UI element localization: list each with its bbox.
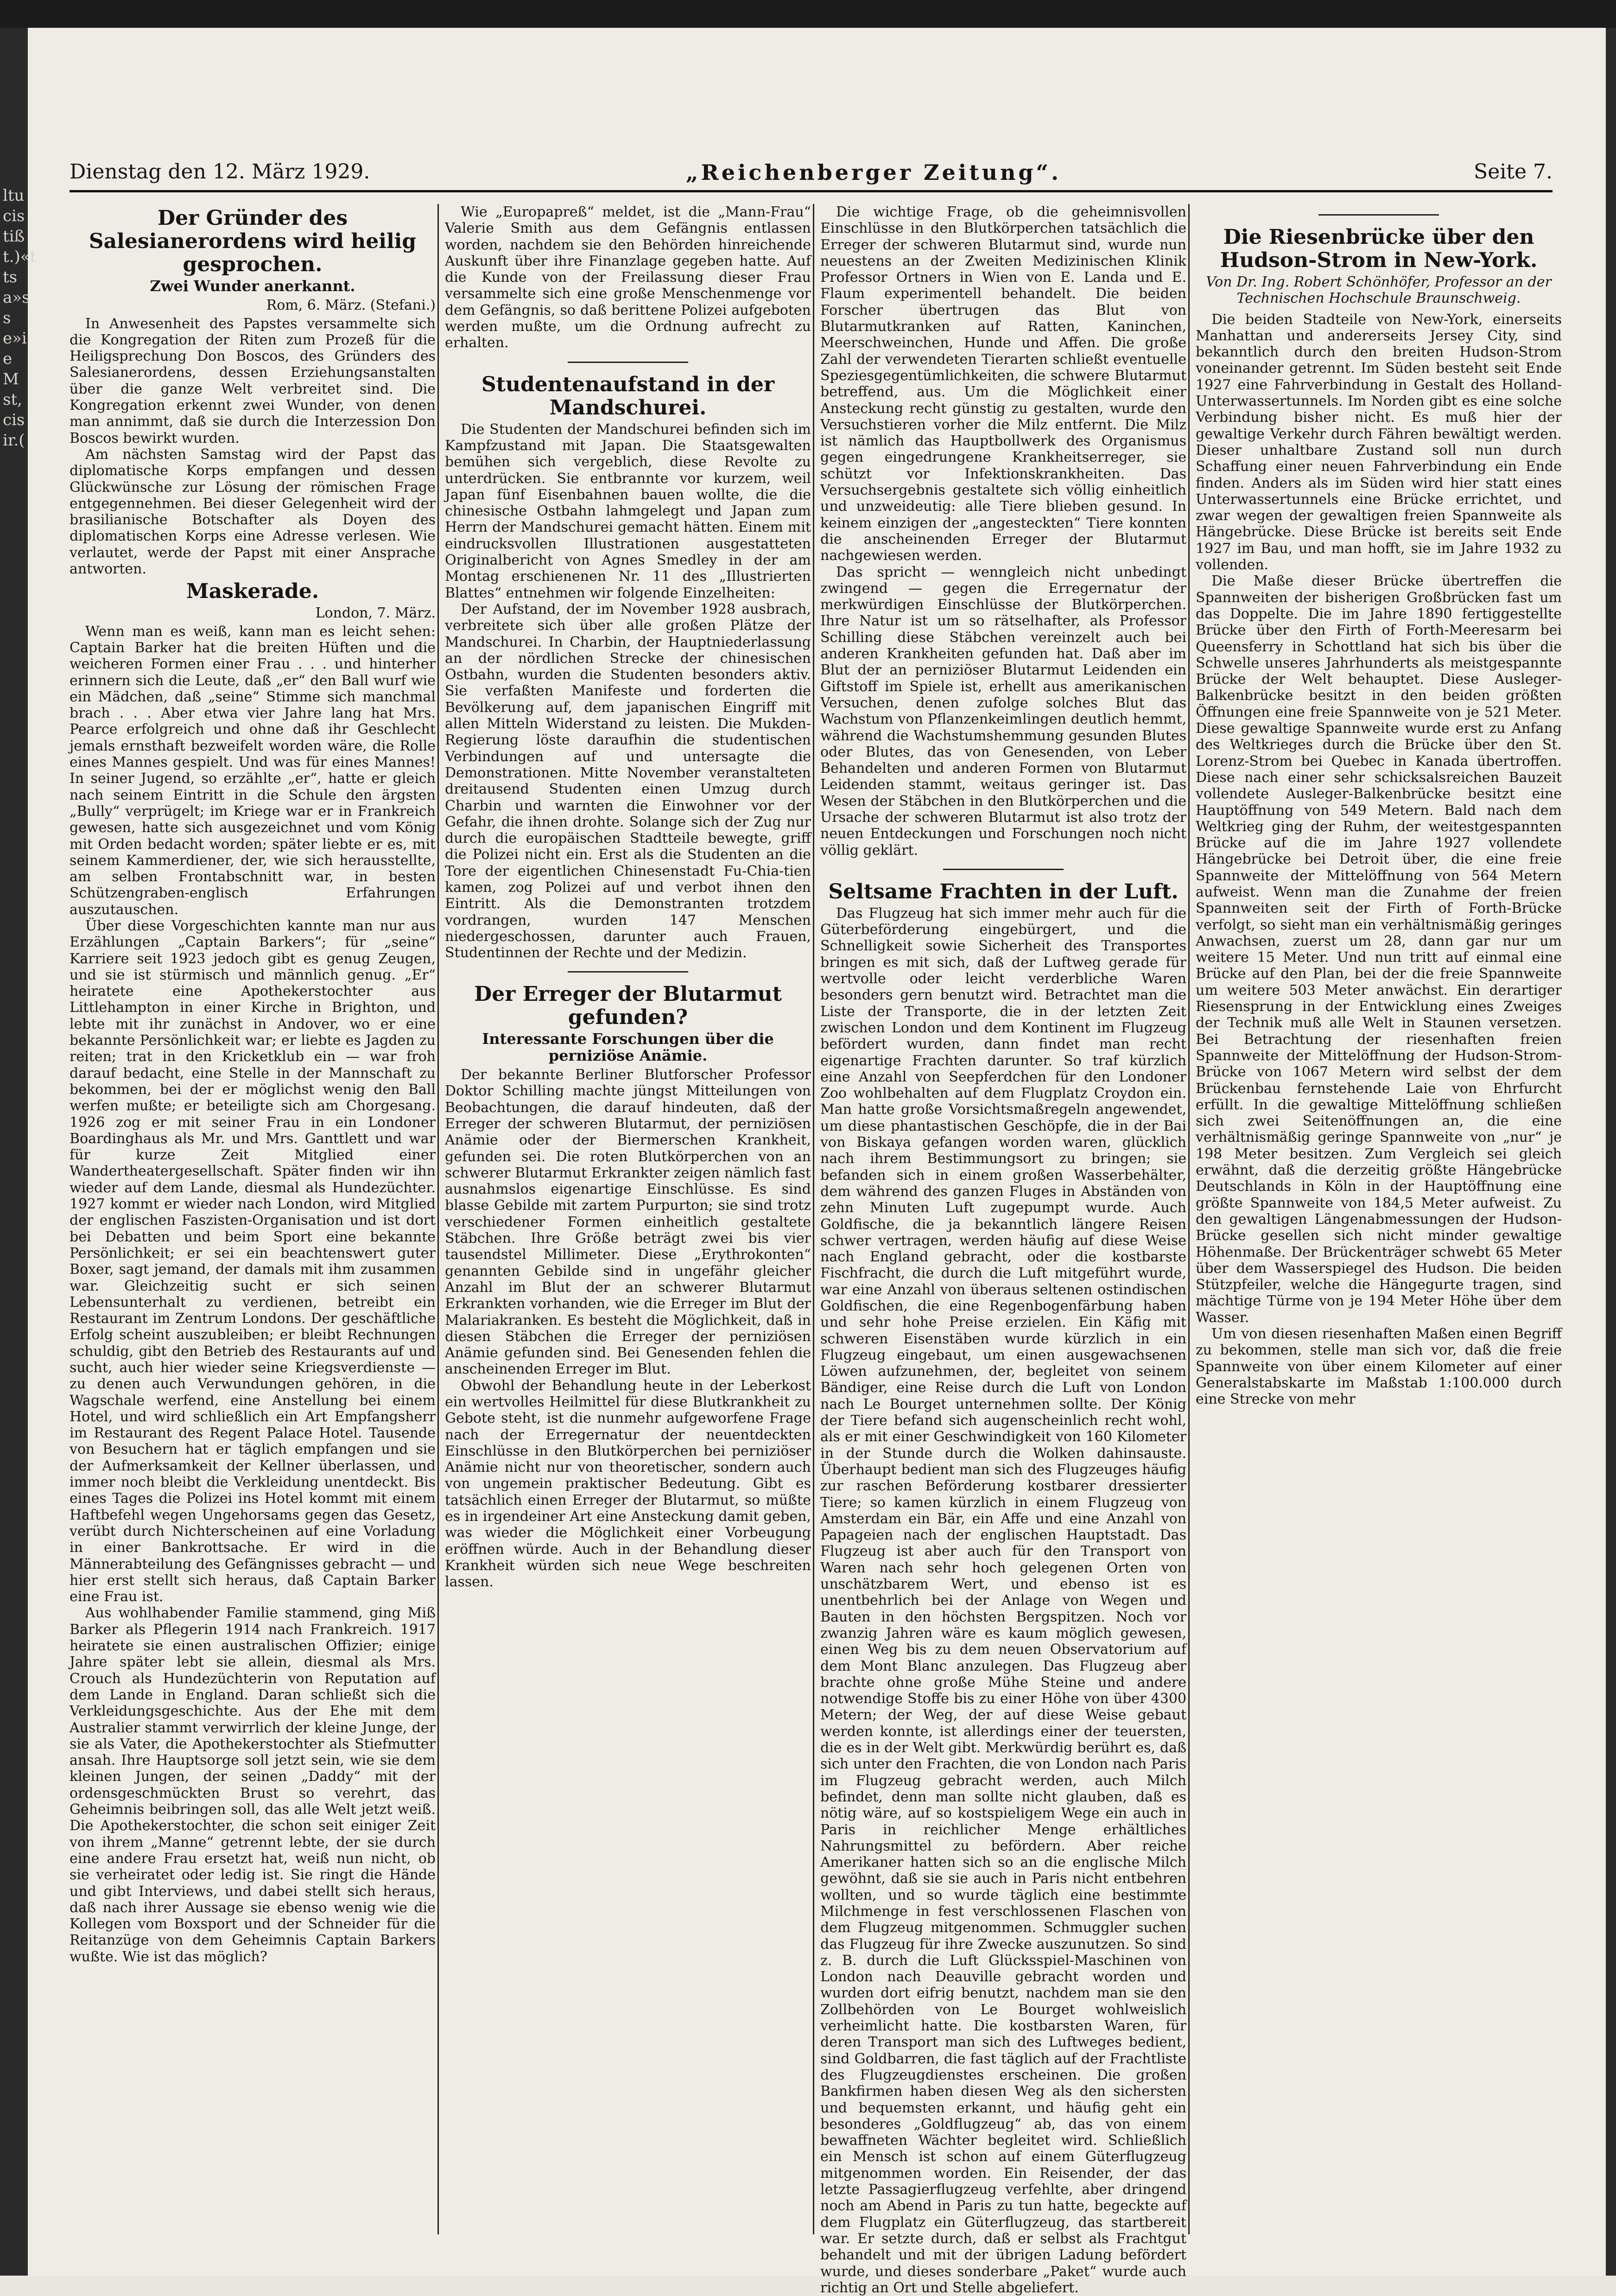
column-rule xyxy=(1188,204,1190,2234)
paragraph: Das spricht — wenngleich nicht unbedingt zwingend — gegen die Erregernatur der merkwürdigen Einschlüsse der Blutkörperchen. Ihre Natur ist um so rätselhafter, als Professor Schilling diese Stäbchen vereinzelt auch bei anderen Krankheiten gefunden hat. Daß aber im Blut der an perniziöser Blutarmut Leidenden ein Giftstoff im Spiele ist, erhellt aus amerikanischen Versuchen, denen zufolge solches Blut das Wachstum von Pflanzenkeimlingen deutlich hemmt, während die Wachstumshemmung gesunden Blutes oder Blutes, das von Genesenden, von Leber Behandelten und anderen Formen von Blutarmut Leidenden stammt, weitaus geringer ist. Das Wesen der Stäbchen in den Blutkörperchen und die Ursache der schweren Blutarmut ist also trotz der neuen Entdeckungen und Forschungen noch nicht völlig geklärt. xyxy=(820,564,1186,859)
article-subtitle-salesianer: Zwei Wunder anerkannt. xyxy=(150,277,355,295)
article-title-fracht: Seltsame Frachten in der Luft. xyxy=(828,879,1179,903)
article-subtitle-blutarmut: Interessante Forschungen über die perniziöse Anämie. xyxy=(482,1030,774,1064)
column-1 xyxy=(70,204,436,2234)
dateline-maskerade: London, 7. März. xyxy=(315,605,436,622)
column-rule xyxy=(813,204,814,2234)
article-title-salesianer: Der Gründer des Salesianerordens wird heilig gesprochen. xyxy=(89,206,417,276)
column-4 xyxy=(1196,204,1562,2234)
paragraph: Das Flugzeug hat sich immer mehr auch für die Güterbeförderung eingebürgert, und die Schnelligkeit sowie Sicherheit des Transportes bringen es mit sich, daß der Luftweg gerade für wertvolle oder leicht verderbliche Waren besonders gern benutzt wird. Betrachtet man die Liste der Transporte, die in der letzten Zeit zwischen London und dem Kontinent im Flugzeug befördert wurden, dann findet man recht eigenartige Frachten darunter. So traf kürzlich eine Anzahl von Seepferdchen für den Londoner Zoo wohlbehalten auf dem Flugplatz Croydon ein. Man hatte große Vorsichtsmaßregeln angewendet, um diese phantastischen Geschöpfe, die in der Bai von Biskaya gefangen worden waren, glücklich nach ihrem Bestimmungsort zu bringen; sie befanden sich in einem großen Wasserbehälter, dem während des ganzen Fluges in Abständen von zehn Minuten Luft zugepumpt wurde. Auch Goldfische, die ja bekanntlich längere Reisen schwer vertragen, werden häufig auf diese Weise nach England gebracht, oder die kostbarste Fischfracht, die durch die Luft mitgeführt wurde, war eine Anzahl von überaus seltenen ostindischen Goldfischen, die eine Regenbogenfärbung haben und sehr hohe Preise erzielen. Ein Käfig mit schweren Eisenstäben wurde kürzlich in ein Flugzeug eingebaut, um einen ausgewachsenen Löwen aufzunehmen, der, begleitet von seinem Bändiger, eine Reise durch die Luft von London nach Le Bourget unternehmen sollte. Der König der Tiere befand sich augenscheinlich recht wohl, als er mit einer Geschwindigkeit von 160 Kilometer in der Stunde durch die Wolken dahinsauste. Überhaupt bedient man sich des Flugzeuges häufig zur raschen Beförderung kostbarer dressierter Tiere; so kamen kürzlich in einem Flugzeug von Amsterdam ein Bär, ein Affe und eine Anzahl von Papageien nach der englischen Hauptstadt. Das Flugzeug ist aber auch für den Transport von Waren nach sehr hoch gelegenen Orten von unschätzbarem Wert, und ebenso ist es unentbehrlich bei der Anlage von Wegen und Bauten in den höchsten Bergspitzen. Noch vor zwanzig Jahren wäre es kaum möglich gewesen, einen Weg bis zu dem neuen Observatorium auf dem Mont Blanc anzulegen. Das Flugzeug aber brachte ohne große Mühe Steine und andere notwendige Stoffe bis zu einer Höhe von über 4300 Metern; der Weg, der auf diese Weise gebaut werden konnte, ist allerdings einer der teuersten, die es in der Welt gibt. Merkwürdig berührt es, daß sich unter den Frachten, die von London nach Paris im Flugzeug gebracht werden, auch Milch befindet, denn man sollte nicht glauben, daß es nötig wäre, auf so kostspieligem Wege ein auch in Paris in reichlicher Menge erhältliches Nahrungsmittel zu befördern. Aber reiche Amerikaner hatten sich so an die englische Milch gewöhnt, daß sie sie auch in Paris nicht entbehren wollten, und so wurde täglich eine bestimmte Milchmenge in fest verschlossenen Flaschen von dem Flugzeug mitgenommen. Schmuggler suchen das Flugzeug für ihre Zwecke auszunutzen. So sind z. B. durch die Luft Glücksspiel-Maschinen von London nach Deauville gebracht worden und wurden dort eifrig benutzt, nachdem man sie den Zollbehörden von Le Bourget wohlweislich verheimlicht hatte. Die kostbarsten Waren, für deren Transport man sich des Luftweges bedient, sind Goldbarren, die fast täglich auf der Frachtliste des Flugzeugdienstes erscheinen. Die großen Bankfirmen haben diesen Weg als den sichersten und bequemsten erkannt, und häufig geht ein besonderes „Goldflugzeug“ ab, das von einem bewaffneten Wächter begleitet wird. Schließlich ein Mensch ist schon auf einem Güterflugzeug mitgenommen worden. Ein Reisender, der das letzte Passagierflugzeug verfehlte, aber dringend noch am Abend in Paris zu tun hatte, begeckte auf dem Flugplatz ein Güterflugzeug, das startbereit war. Er setzte durch, daß er selbst als Frachtgut behandelt und mit der übrigen Ladung befördert wurde, und dieses sonderbare „Paket“ wurde auch richtig an Ort und Stelle abgeliefert. xyxy=(820,905,1186,2296)
paragraph: Aus wohlhabender Familie stammend, ging Miß Barker als Pflegerin 1914 nach Frankreich. 1917 heiratete sie einen australischen Offizier; einige Jahre später lebt sie allein, diesmal als Mrs. Crouch als Hundezüchterin von Reputation auf dem Lande in England. Daran schließt sich die Verkleidungsgeschichte. Aus der Ehe mit dem Australier stammt verwirrlich der kleine Junge, der sie als Vater, die Apothekerstochter als Stiefmutter ansah. Ihre Hauptsorge soll jetzt sein, wie sie dem kleinen Jungen, der seinen „Daddy“ mit der ordensgeschmückten Brust so verehrt, das Geheimnis beibringen soll, das alle Welt jetzt weiß. Die Apothekerstochter, die schon seit einiger Zeit von ihrem „Manne“ getrennt lebte, der sie durch eine andere Frau ersetzt hat, weiß nun nicht, ob sie verheiratet oder ledig ist. Sie ringt die Hände und gibt Interviews, und dabei stellt sich heraus, daß nach ihrer Aussage sie ebenso wenig wie die Kollegen vom Boxsport und der Schneider für die Reitanzüge von dem Geheimnis Captain Barkers wußte. Wie ist das möglich? xyxy=(70,1605,436,1965)
page-number: Seite 7. xyxy=(1474,160,1553,184)
header-rule xyxy=(70,190,1553,192)
article-title-maskerade: Maskerade. xyxy=(186,579,319,604)
paragraph: In Anwesenheit des Papstes versammelte sich die Kongregation der Riten zum Prozeß für die Heiligsprechung Don Boscos, des Gründers des Salesianerordens, dessen Erziehungsanstalten über die ganze Welt verbreitet sind. Die Kongregation erkennt zwei Wunder, von denen man annimmt, daß sie durch die Interzession Don Boscos bewirkt wurden. xyxy=(70,315,436,446)
paragraph: Wie „Europapreß“ meldet, ist die „Mann-Frau“ Valerie Smith aus dem Gefängnis entlassen worden, nachdem sie den Behörden hinreichende Auskunft über ihre Finanzlage gegeben hatte. Auf die Kunde von der Freilassung dieser Frau versammelte sich eine große Menschenmenge vor dem Gefängnis, so daß berittene Polizei aufgeboten werden mußte, um die Ordnung aufrecht zu erhalten. xyxy=(445,204,811,351)
dateline-salesianer: Rom, 6. März. (Stefani.) xyxy=(266,297,436,314)
article-title-mandschurei: Studentenaufstand in der Mandschurei. xyxy=(481,372,775,420)
column-2 xyxy=(445,204,811,2234)
paragraph: Die Studenten der Mandschurei befinden sich im Kampfzustand mit Japan. Die Staatsgewalten bemühen sich vergeblich, diese Revolte zu unterdrücken. Sie entbrannte vor kurzem, weil Japan fünf Eisenbahnen bauen wollte, die die chinesische Ostbahn lahmgelegt und Japan zum Herrn der Mandschurei gemacht hätten. Einem mit eindrucksvollen Illustrationen ausgestatteten Originalbericht von Agnes Smedley in der am Montag erschienenen Nr. 11 des „Illustrierten Blattes“ entnehmen wir folgende Einzelheiten: xyxy=(445,421,811,601)
masthead: „Reichenberger Zeitung“. xyxy=(686,160,1062,185)
paragraph: Die beiden Stadteile von New-York, einerseits Manhattan und andererseits Jersey City, sind bekanntlich durch den breiten Hudson-Strom voneinander getrennt. Im Süden besteht seit Ende 1927 eine Fahrverbindung in Gestalt des Holland-Unterwassertunnels. Im Norden gibt es eine solche Verbindung bisher nicht. Es muß hier der gewaltige Verkehr durch Fähren bewältigt werden. Dieser unhaltbare Zustand soll nun durch Schaffung einer neuen Fahrverbindung ein Ende finden. Anders als im Süden wird hier statt eines Unterwassertunnels eine Brücke errichtet, und zwar wegen der gewaltigen freien Spannweite als Hängebrücke. Diese Brücke ist bereits seit Ende 1927 im Bau, und man hofft, sie im Jahre 1932 zu vollenden. xyxy=(1196,311,1562,573)
paragraph: Obwohl der Behandlung heute in der Leberkost ein wertvolles Heilmittel für diese Blutkrankheit zu Gebote steht, ist die nunmehr aufgeworfene Frage nach der Erregernatur der neuentdeckten Einschlüsse in den Blutkörperchen bei perniziöser Anämie nicht nur von theoretischer, sondern auch von ungemein praktischer Bedeutung. Gibt es tatsächlich einen Erreger der Blutarmut, so müßte es in irgendeiner Art eine Ansteckung damit geben, was wieder die Möglichkeit einer Vorbeugung eröffnen würde. Auch in der Behandlung dieser Krankheit würden sich neue Wege beschreiten lassen. xyxy=(445,1377,811,1590)
article-separator xyxy=(943,869,1064,870)
issue-date: Dienstag den 12. März 1929. xyxy=(70,160,370,184)
column-rule xyxy=(437,204,439,2234)
article-separator xyxy=(568,971,688,973)
adjacent-page-fragments: ltucistißt.)«ttsa»sse»ieMst,cisir.( xyxy=(3,186,37,450)
adjacent-page-strip xyxy=(0,28,37,2276)
article-title-blutarmut: Der Erreger der Blutarmut gefunden? xyxy=(474,982,782,1030)
scan-right-border xyxy=(1606,28,1616,2276)
paragraph: Die Maße dieser Brücke übertreffen die Spannweiten der bisherigen Großbrücken fast um das Doppelte. Die im Jahre 1890 fertiggestellte Brücke über den Firth of Forth-Meeresarm bei Queensferry in Schottland hat sich bis über die Schwelle unseres Jahrhunderts als meistgespannte Brücke der Welt behauptet. Diese Ausleger-Balkenbrücke besitzt in den beiden größten Öffnungen eine freie Spannweite von je 521 Meter. Diese gewaltige Spannweite wurde erst zu Anfang des Weltkrieges durch die Brücke über den St. Lorenz-Strom bei Quebec in Kanada übertroffen. Diese nach einer sehr schicksalsreichen Bauzeit vollendete Ausleger-Balkenbrücke besitzt eine Hauptöffnung von 549 Metern. Bald nach dem Weltkrieg ging der Ruhm, der weitestgespannten Brücke auf die im Jahre 1927 vollendete Hängebrücke bei Detroit über, die eine freie Spannweite der Mittelöffnung von 564 Metern aufweist. Wenn man die Zunahme der freien Spannweiten seit der Firth of Forth-Brücke verfolgt, so sieht man ein verhältnismäßig geringes Anwachsen, zuerst um 28, dann gar nur um weitere 15 Meter. Und nun tritt auf einmal eine Brücke auf den Plan, bei der die freie Spannweite um weitere 503 Meter anwächst. Ein derartiger Riesensprung in der Entwicklung eines Zweiges der Technik muß alle Welt in Staunen versetzen. Bei Betrachtung der riesenhaften freien Spannweite der Mittelöffnung der Hudson-Strom-Brücke von 1067 Metern wird selbst der dem Brückenbau fernstehende Laie von Ehrfurcht erfüllt. In die gewaltige Mittelöffnung schließen sich zwei Seitenöffnungen an, die eine verhältnismäßig geringe Spannweite von „nur“ je 198 Meter besitzen. Zum Vergleich sei gleich erwähnt, daß die derzeitig größte Hängebrücke Deutschlands in Köln in der Hauptöffnung eine größte Spannweite von 184,5 Meter aufweist. Zu den gewaltigen Längenabmessungen der Hudson-Brücke gesellen sich nicht minder gewaltige Höhenmaße. Der Brückenträger schwebt 65 Meter über dem Wasserspiegel des Hudson. Die beiden Stützpfeiler, welche die Hängegurte tragen, sind mächtige Türme von je 194 Meter Höhe über dem Wasser. xyxy=(1196,573,1562,1326)
article-title-hudson: Die Riesenbrücke über den Hudson-Strom in New-York. xyxy=(1220,225,1538,272)
paragraph: Über diese Vorgeschichten kannte man nur aus Erzählungen „Captain Barkers“; für „seine“ Karriere seit 1923 jedoch gibt es genug Zeugen, und sie ist stürmisch und männlich genug. „Er“ heiratete eine Apothekerstochter aus Littlehampton in einer Kirche in Brighton, und lebte mit ihr zunächst in Andover, wo er eine bekannte Persönlichkeit war; er liebte es Jagden zu reiten; trat in den Kricketklub ein — war froh darauf bedacht, eine Stelle in der Mannschaft zu bekommen, bei der er möglichst wenig den Ball werfen mußte; er beteiligte sich am Chorgesang. 1926 zog er mit seiner Frau in ein Londoner Boardinghaus als Mr. und Mrs. Ganttlett und war für kurze Zeit Mitglied einer Wandertheatergesellschaft. Später finden wir ihn wieder auf dem Lande, diesmal als Hundezüchter. 1927 kommt er wieder nach London, wird Mitglied der englischen Faszisten-Organisation und ist dort bei Debatten und beim Sport eine bekannte Persönlichkeit; er sei ein beachtenswert guter Boxer, sagt jemand, der damals mit ihm zusammen war. Gleichzeitig sucht er sich seinen Lebensunterhalt zu verdienen, betreibt ein Restaurant im Zentrum Londons. Der geschäftliche Erfolg scheint auszubleiben; er bleibt Rechnungen schuldig, gibt den Betrieb des Restaurants auf und sucht, auch hier wieder seine Kriegsverdienste — zu denen auch Verwundungen gehören, in die Wagschale werfend, eine Anstellung bei einem Hotel, und wird schließlich ein Art Empfangsherr im Restaurant des Regent Palace Hotel. Tausende von Besuchern hat er täglich empfangen und sie der Aufmerksamkeit der Kellner überlassen, und immer noch bleibt die Verkleidung unentdeckt. Bis eines Tages die Polizei ins Hotel kommt mit einem Haftbefehl wegen Ungehorsams gegen das Gesetz, verübt durch Nichterscheinen auf eine Vorladung in einer Bankrottsache. Er wird in die Männerabteilung des Gefängnisses gebracht — und hier erst stellt sich heraus, daß Captain Barker eine Frau ist. xyxy=(70,917,436,1605)
paragraph: Die wichtige Frage, ob die geheimnisvollen Einschlüsse in den Blutkörperchen tatsächlich die Erreger der schweren Blutarmut sind, wurde nun neuestens an der Zweiten Medizinischen Klinik Professor Ortners in Wien von E. Landa und E. Flaum experimentell behandelt. Die beiden Forscher übertrugen das Blut von Blutarmutkranken auf Ratten, Kaninchen, Meerschweinchen, Hunde und Affen. Die große Zahl der verwendeten Tierarten schließt eventuelle Speziesgegentümlichkeiten, die schwere Blutarmut betreffend, aus. Um die Möglichkeit einer Ansteckung recht günstig zu gestalten, wurde den Versuchstieren vorher die Milz entfernt. Die Milz ist nämlich das Hauptbollwerk des Organismus gegen eingedrungene Krankheitserreger, sie schützt vor Infektionskrankheiten. Das Versuchsergebnis gestaltete sich völlig einheitlich und unzweideutig: alle Tiere blieben gesund. In keinem einzigen der „angesteckten“ Tiere konnten die anscheinenden Erreger der Blutarmut nachgewiesen werden. xyxy=(820,204,1186,564)
column-3 xyxy=(820,204,1186,2296)
article-separator xyxy=(568,362,688,363)
paragraph: Um von diesen riesenhaften Maßen einen Begriff zu bekommen, stelle man sich vor, daß die freie Spannweite von über einem Kilometer auf einer Generalstabskarte im Maßstab 1:100.000 durch eine Strecke von mehr xyxy=(1196,1326,1562,1408)
byline-hudson: Von Dr. Ing. Robert Schönhöfer, Professor an der Technischen Hochschule Braunschweig. xyxy=(1206,274,1552,307)
paragraph: Der bekannte Berliner Blutforscher Professor Doktor Schilling machte jüngst Mitteilungen von Beobachtungen, die darauf hindeuten, daß der Erreger der schweren Blutarmut, der perniziösen Anämie oder der Biermerschen Krankheit, gefunden sei. Die roten Blutkörperchen von an schwerer Blutarmut Erkrankter zeigen nämlich fast ausnahmslos eigenartige Einschlüsse. Es sind blasse Gebilde mit zartem Purpurton; sie sind trotz verschiedener Formen einheitlich gestaltete Stäbchen. Ihre Größe beträgt zwei bis vier tausendstel Millimeter. Diese „Erythrokonten“ genannten Gebilde sind in ungefähr gleicher Anzahl im Blut der an schwerer Blutarmut Erkrankten vorhanden, wie die Erreger im Blut der Malariakranken. Es besteht die Möglichkeit, daß in diesen Stäbchen die Erreger der perniziösen Anämie gefunden sind. Bei Genesenden fehlen die anscheinenden Erreger im Blut. xyxy=(445,1067,811,1378)
paragraph: Am nächsten Samstag wird der Papst das diplomatische Korps empfangen und dessen Glückwünsche zur Lösung der römischen Frage entgegennehmen. Bei dieser Gelegenheit wird der brasilianische Botschafter als Doyen des diplomatischen Korps eine Adresse verlesen. Wie verlautet, werde der Papst mit einer Ansprache antworten. xyxy=(70,446,436,578)
page-header xyxy=(70,160,1553,188)
paragraph: Wenn man es weiß, kann man es leicht sehen: Captain Barker hat die breiten Hüften und die weicheren Formen einer Frau . . . und hinterher erinnern sich die Leute, daß „er“ den Ball wurf wie ein Mädchen, daß „seine“ Stimme sich manchmal brach . . . Aber etwa vier Jahre lang hat Mrs. Pearce erfolgreich und ohne daß ihr Geschlecht jemals ernsthaft bezweifelt worden wäre, die Rolle eines Mannes gespielt. Und was für eines Mannes! In seiner Jugend, so erzählte „er“, hatte er gleich nach seinem Eintritt in die Schule den ärgsten „Bully“ verprügelt; im Kriege war er in Frankreich gewesen, hatte sich ausgezeichnet und vom König mit Orden bedacht worden; später liebte er es, mit seinem Kammerdiener, der, wie sich herausstellte, am selben Frontabschnitt war, in besten Schützengraben-englisch Erfahrungen auszutauschen. xyxy=(70,623,436,918)
paragraph: Der Aufstand, der im November 1928 ausbrach, verbreitete sich über alle großen Plätze der Mandschurei. In Charbin, der Hauptniederlassung an der nördlichen Strecke der chinesischen Ostbahn, wurden die Studenten besonders aktiv. Sie verfaßten Manifeste und forderten die Bevölkerung auf, dem japanischen Eingriff mit allen Mitteln Widerstand zu leisten. Die Mukden-Regierung löste daraufhin die studentischen Verbindungen auf und untersagte die Demonstrationen. Mitte November veranstalteten dreitausend Studenten einen Umzug durch Charbin und warnten die Einwohner vor der Gefahr, die ihnen drohte. Solange sich der Zug nur durch die europäischen Stadtteile bewegte, griff die Polizei nicht ein. Erst als die Studenten an die Tore der eigentlichen Chinesenstadt Fu-Chia-tien kamen, zog Polizei auf und verbot ihnen den Eintritt. Als die Demonstranten trotzdem vordrangen, wurden 147 Menschen niedergeschossen, darunter auch Frauen, Studentinnen der Rechte und der Medizin. xyxy=(445,601,811,961)
scan-top-border xyxy=(0,0,1616,28)
article-separator xyxy=(1318,214,1439,216)
